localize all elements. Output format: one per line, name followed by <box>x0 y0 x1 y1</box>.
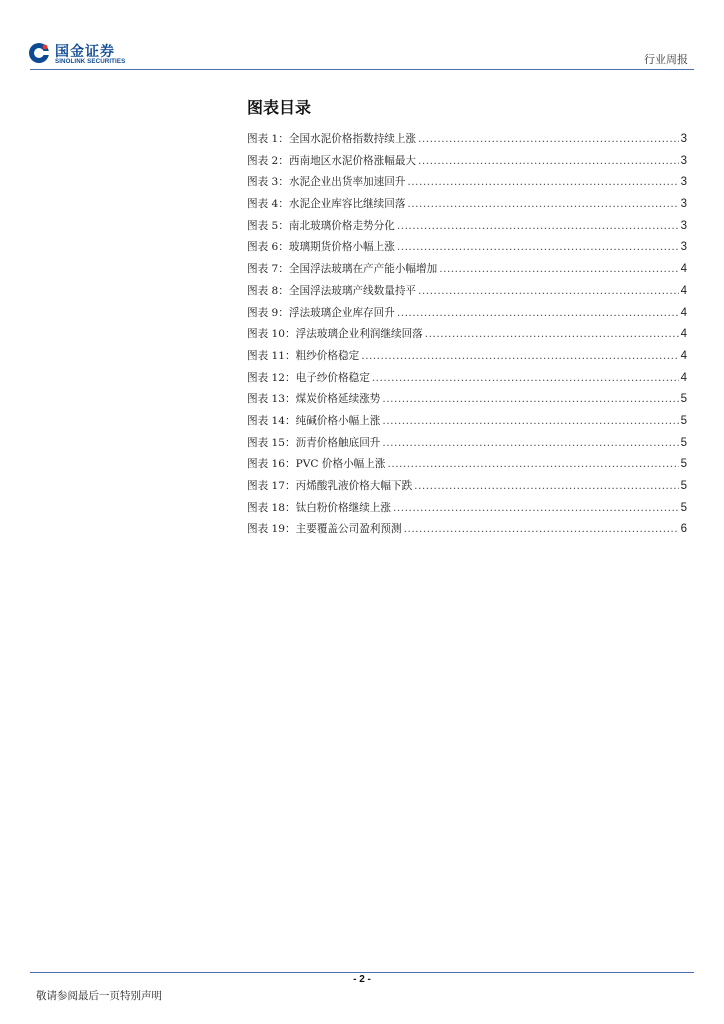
toc-entry-label: 图表 7：全国浮法玻璃在产产能小幅增加 <box>247 263 438 276</box>
toc-entry-label: 图表 13：煤炭价格延续涨势 <box>247 393 381 406</box>
toc-dot-leader <box>414 476 678 498</box>
toc-entry[interactable] <box>247 368 687 390</box>
toc-entry-page: 5 <box>680 501 687 514</box>
toc-entry[interactable] <box>247 433 687 455</box>
toc-entry[interactable] <box>247 237 687 259</box>
toc-entry-label: 图表 2：西南地区水泥价格涨幅最大 <box>247 154 417 167</box>
toc-entry-page: 4 <box>680 328 687 341</box>
toc-entry-label: 图表 4：水泥企业库容比继续回落 <box>247 198 406 211</box>
toc-entry-page: 4 <box>680 371 687 384</box>
toc-entry-label: 图表 18：钛白粉价格继续上涨 <box>247 501 391 514</box>
toc-entry[interactable] <box>247 194 687 216</box>
toc-entry-label: 图表 1：全国水泥价格指数持续上涨 <box>247 133 417 145</box>
page-header <box>0 0 724 70</box>
toc-entry-label: 图表 17：丙烯酸乳液价格大幅下跌 <box>247 480 413 492</box>
toc-entry-label: 图表 11：粗纱价格稳定 <box>247 349 360 362</box>
toc-entry-page: 5 <box>680 480 687 492</box>
toc-entry-page: 4 <box>680 263 687 276</box>
toc-entry-page: 6 <box>680 523 687 536</box>
toc-title: 图表目录 <box>247 98 312 117</box>
toc-entry-page: 4 <box>680 349 687 362</box>
toc-entry-page: 5 <box>680 414 687 427</box>
toc-entry-page: 3 <box>680 133 687 145</box>
toc-entry[interactable] <box>247 476 687 498</box>
toc-dot-leader <box>418 129 679 151</box>
toc-entry-page: 4 <box>680 284 687 297</box>
toc-dot-leader <box>439 259 678 281</box>
toc-entry-page: 3 <box>680 198 687 211</box>
toc-dot-leader <box>382 433 678 455</box>
toc-entry-page: 3 <box>680 241 687 254</box>
toc-entry-label: 图表 3：水泥企业出货率加速回升 <box>247 176 406 189</box>
toc-dot-leader <box>425 324 679 346</box>
toc-list <box>247 129 687 541</box>
toc-dot-leader <box>407 172 678 194</box>
toc-entry[interactable] <box>247 129 687 151</box>
toc-entry-label: 图表 5：南北玻璃价格走势分化 <box>247 219 395 232</box>
toc-entry-page: 3 <box>680 219 687 232</box>
toc-dot-leader <box>397 303 679 325</box>
toc-entry-label: 图表 12：电子纱价格稳定 <box>247 371 370 384</box>
toc-entry-label: 图表 6：玻璃期货价格小幅上涨 <box>247 241 395 254</box>
toc-entry[interactable] <box>247 411 687 433</box>
toc-dot-leader <box>393 498 679 520</box>
toc-entry-page: 3 <box>680 154 687 167</box>
sinolink-logo-icon <box>28 42 50 64</box>
figure-table-of-contents <box>247 97 687 541</box>
toc-dot-leader <box>418 281 679 303</box>
toc-entry-page: 5 <box>680 436 687 449</box>
toc-entry[interactable] <box>247 281 687 303</box>
toc-dot-leader <box>397 216 679 238</box>
toc-entry-page: 3 <box>680 176 687 189</box>
toc-dot-leader <box>372 368 679 390</box>
report-type: 行业周报 <box>644 53 688 66</box>
toc-entry[interactable] <box>247 454 687 476</box>
toc-entry[interactable] <box>247 151 687 173</box>
toc-entry[interactable] <box>247 389 687 411</box>
toc-entry-label: 图表 14：纯碱价格小幅上涨 <box>247 414 381 427</box>
toc-entry-label: 图表 19：主要覆盖公司盈利预测 <box>247 523 402 536</box>
toc-dot-leader <box>404 519 679 541</box>
toc-entry[interactable] <box>247 303 687 325</box>
toc-entry-label: 图表 9：浮法玻璃企业库存回升 <box>247 306 395 319</box>
toc-dot-leader <box>397 237 679 259</box>
toc-dot-leader <box>382 389 678 411</box>
footer-divider <box>30 972 694 973</box>
page-number: - 2 - <box>353 974 371 985</box>
toc-entry[interactable] <box>247 346 687 368</box>
toc-entry[interactable] <box>247 519 687 541</box>
toc-entry-label: 图表 10：浮法玻璃企业利润继续回落 <box>247 328 423 341</box>
toc-dot-leader <box>387 454 678 476</box>
toc-dot-leader <box>382 411 678 433</box>
toc-entry[interactable] <box>247 324 687 346</box>
toc-entry[interactable] <box>247 498 687 520</box>
toc-entry-page: 5 <box>680 458 687 471</box>
logo-english-name: SINOLINK SECURITIES <box>55 58 126 65</box>
disclaimer-note: 敬请参阅最后一页特别声明 <box>36 990 162 1002</box>
toc-entry-label: 图表 16：PVC 价格小幅上涨 <box>247 458 386 471</box>
toc-entry-label: 图表 15：沥青价格触底回升 <box>247 436 381 449</box>
toc-entry[interactable] <box>247 172 687 194</box>
header-divider <box>30 69 694 70</box>
toc-entry-label: 图表 8：全国浮法玻璃产线数量持平 <box>247 284 417 297</box>
toc-entry[interactable] <box>247 216 687 238</box>
logo-chinese-name: 国金证券 <box>55 44 115 60</box>
toc-entry-page: 5 <box>680 393 687 406</box>
toc-dot-leader <box>407 194 678 216</box>
toc-entry-page: 4 <box>680 306 687 319</box>
toc-entry[interactable] <box>247 259 687 281</box>
toc-dot-leader <box>418 151 679 173</box>
toc-dot-leader <box>361 346 678 368</box>
company-logo <box>28 42 138 68</box>
